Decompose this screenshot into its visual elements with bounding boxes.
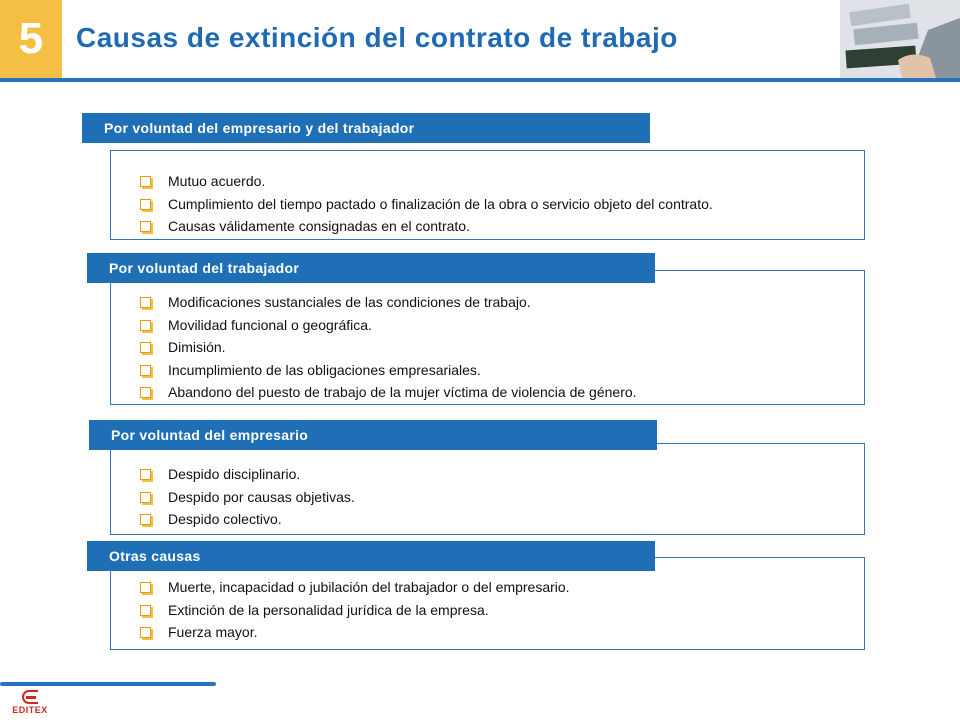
page-title: Causas de extinción del contrato de trabajo [76, 22, 678, 53]
section-box-worker [110, 270, 865, 405]
header-photo [840, 0, 960, 78]
editex-logo [6, 690, 54, 718]
list-item: Modificaciones sustanciales de las condiciones de trabajo. [140, 291, 864, 314]
checkbox-bullet-icon [140, 514, 151, 525]
checkbox-bullet-icon [140, 297, 151, 308]
list-item: Muerte, incapacidad o jubilación del trabajador o del empresario. [140, 576, 864, 599]
section-header-mutual: Por voluntad del empresario y del trabajador [82, 113, 650, 143]
checkbox-bullet-icon [140, 582, 151, 593]
section-header-worker: Por voluntad del trabajador [87, 253, 655, 283]
list-item: Abandono del puesto de trabajo de la mujer víctima de violencia de género. [140, 381, 864, 404]
list-item: Despido colectivo. [140, 508, 864, 531]
checkbox-bullet-icon [140, 176, 151, 187]
checkbox-bullet-icon [140, 469, 151, 480]
editex-logo-text: EDITEX [12, 705, 48, 715]
section-header-employer: Por voluntad del empresario [89, 420, 657, 450]
header-divider [0, 78, 960, 82]
checkbox-bullet-icon [140, 365, 151, 376]
list-item: Extinción de la personalidad jurídica de la empresa. [140, 599, 864, 622]
editex-logo-icon [22, 690, 38, 704]
checkbox-bullet-icon [140, 342, 151, 353]
section-header-other: Otras causas [87, 541, 655, 571]
list-item: Despido disciplinario. [140, 463, 864, 486]
checkbox-bullet-icon [140, 387, 151, 398]
list-item: Incumplimiento de las obligaciones empresariales. [140, 359, 864, 382]
checkbox-bullet-icon [140, 221, 151, 232]
checkbox-bullet-icon [140, 320, 151, 331]
checkbox-bullet-icon [140, 492, 151, 503]
list-item: Cumplimiento del tiempo pactado o finalización de la obra o servicio objeto del contrato. [140, 193, 864, 216]
checkbox-bullet-icon [140, 627, 151, 638]
list-item: Despido por causas objetivas. [140, 486, 864, 509]
list-item: Movilidad funcional o geográfica. [140, 314, 864, 337]
list-item: Mutuo acuerdo. [140, 170, 864, 193]
section-box-mutual [110, 150, 865, 240]
section-box-employer [110, 443, 865, 535]
chapter-number-badge: 5 [0, 0, 62, 78]
list-item: Causas válidamente consignadas en el contrato. [140, 215, 864, 238]
list-item: Fuerza mayor. [140, 621, 864, 644]
list-item: Dimisión. [140, 336, 864, 359]
checkbox-bullet-icon [140, 605, 151, 616]
checkbox-bullet-icon [140, 199, 151, 210]
footer-divider [0, 682, 216, 686]
